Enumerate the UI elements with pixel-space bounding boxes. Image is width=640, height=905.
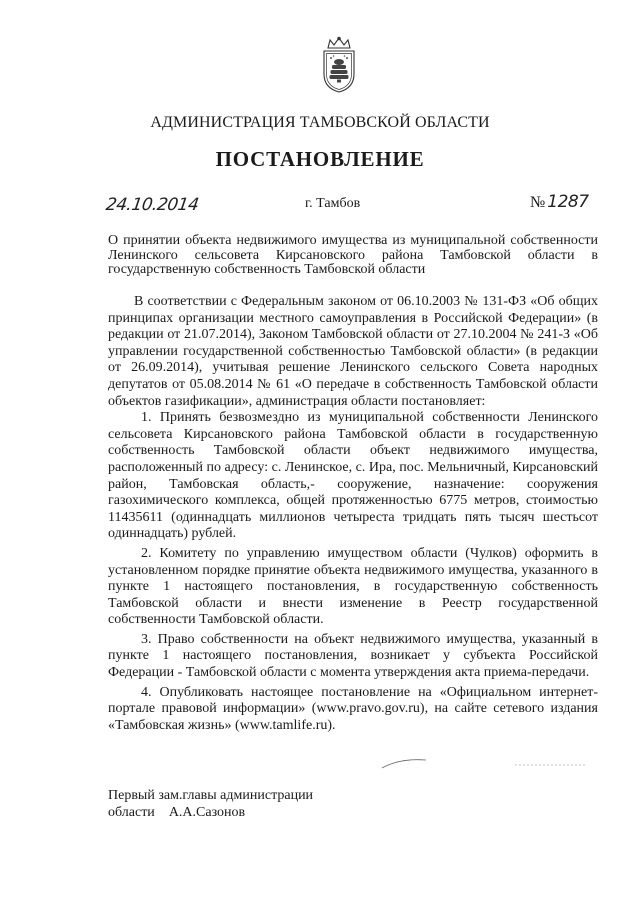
number-label: № <box>530 194 546 211</box>
scan-dash <box>515 763 585 767</box>
document-city: г. Тамбов <box>305 196 361 211</box>
coat-of-arms-icon <box>318 36 360 94</box>
clause-2-paragraph: 2. Комитету по управлению имуществом области (Чулков) оформить в установленном порядке принятие объекта недвижимого имущества, указанного в пункте 1 настоящего постановления, в государственную собственность Тамбовской области и внести изменение в Реестр государственной собственности Тамбовской области. <box>108 545 598 628</box>
scan-mark <box>380 756 430 770</box>
preamble-paragraph: В соответствии с Федеральным законом от 06.10.2003 № 131-ФЗ «Об общих принципах организации местного самоуправления в Российской Федерации» (в редакции от 21.07.2014), Законом Тамбовской области от 27.10.2004 № 241-З «Об управлении государственной собственностью Тамбовской области» (в редакции от 26.09.2014), учитывая решение Ленинского сельского Совета народных депутатов от 05.08.2014 № 61 «О передаче в собственность Тамбовской области объектов газификации», администрация области постановляет: <box>108 294 598 409</box>
signer-name: А.А.Сазонов <box>168 805 246 820</box>
signer-position: Первый зам.главы администрации <box>108 788 314 803</box>
number-value: 1287 <box>547 192 589 212</box>
organization-title: АДМИНИСТРАЦИЯ ТАМБОВСКОЙ ОБЛАСТИ <box>150 114 490 131</box>
clause-3-paragraph: 3. Право собственности на объект недвижимого имущества, указанный в пункте 1 настоящего постановления, возникает у субъекта Российской Федерации - Тамбовской области с момента утверждения акта приема-передачи. <box>108 631 598 681</box>
signer-position-suffix: области <box>108 805 155 820</box>
document-type: ПОСТАНОВЛЕНИЕ <box>215 147 425 171</box>
clause-1-paragraph: 1. Принять безвозмездно из муниципальной собственности Ленинского сельсовета Кирсановского района Тамбовской области в государственную собственность Тамбовской области объект недвижимого имущества, расположенный по адресу: с. Ленинское, с. Ира, пос. Мельничный, Кирсановский район, Тамбовская область,- сооружение, назначение: сооружения газохимического комплекса, общей протяженностью 6775 метров, стоимостью 11435611 (одиннадцать миллионов четыреста тридцать пять тысяч шестьсот одиннадцать) рублей. <box>108 410 598 542</box>
signature-block <box>108 787 313 821</box>
document-subject: О принятии объекта недвижимого имущества из муниципальной собственности Ленинского сельсовета Кирсановского района Тамбовской области в государственную собственность Тамбовской области <box>108 233 598 277</box>
document-date: 24.10.2014 <box>104 195 200 215</box>
document-body <box>108 294 598 734</box>
clause-4-paragraph: 4. Опубликовать настоящее постановление на «Официальном интернет-портале правовой информации» (www.pravo.gov.ru), на сайте сетевого издания «Тамбовская жизнь» (www.tamlife.ru). <box>108 684 598 733</box>
signer-line2 <box>108 804 313 821</box>
document-number <box>530 192 589 212</box>
